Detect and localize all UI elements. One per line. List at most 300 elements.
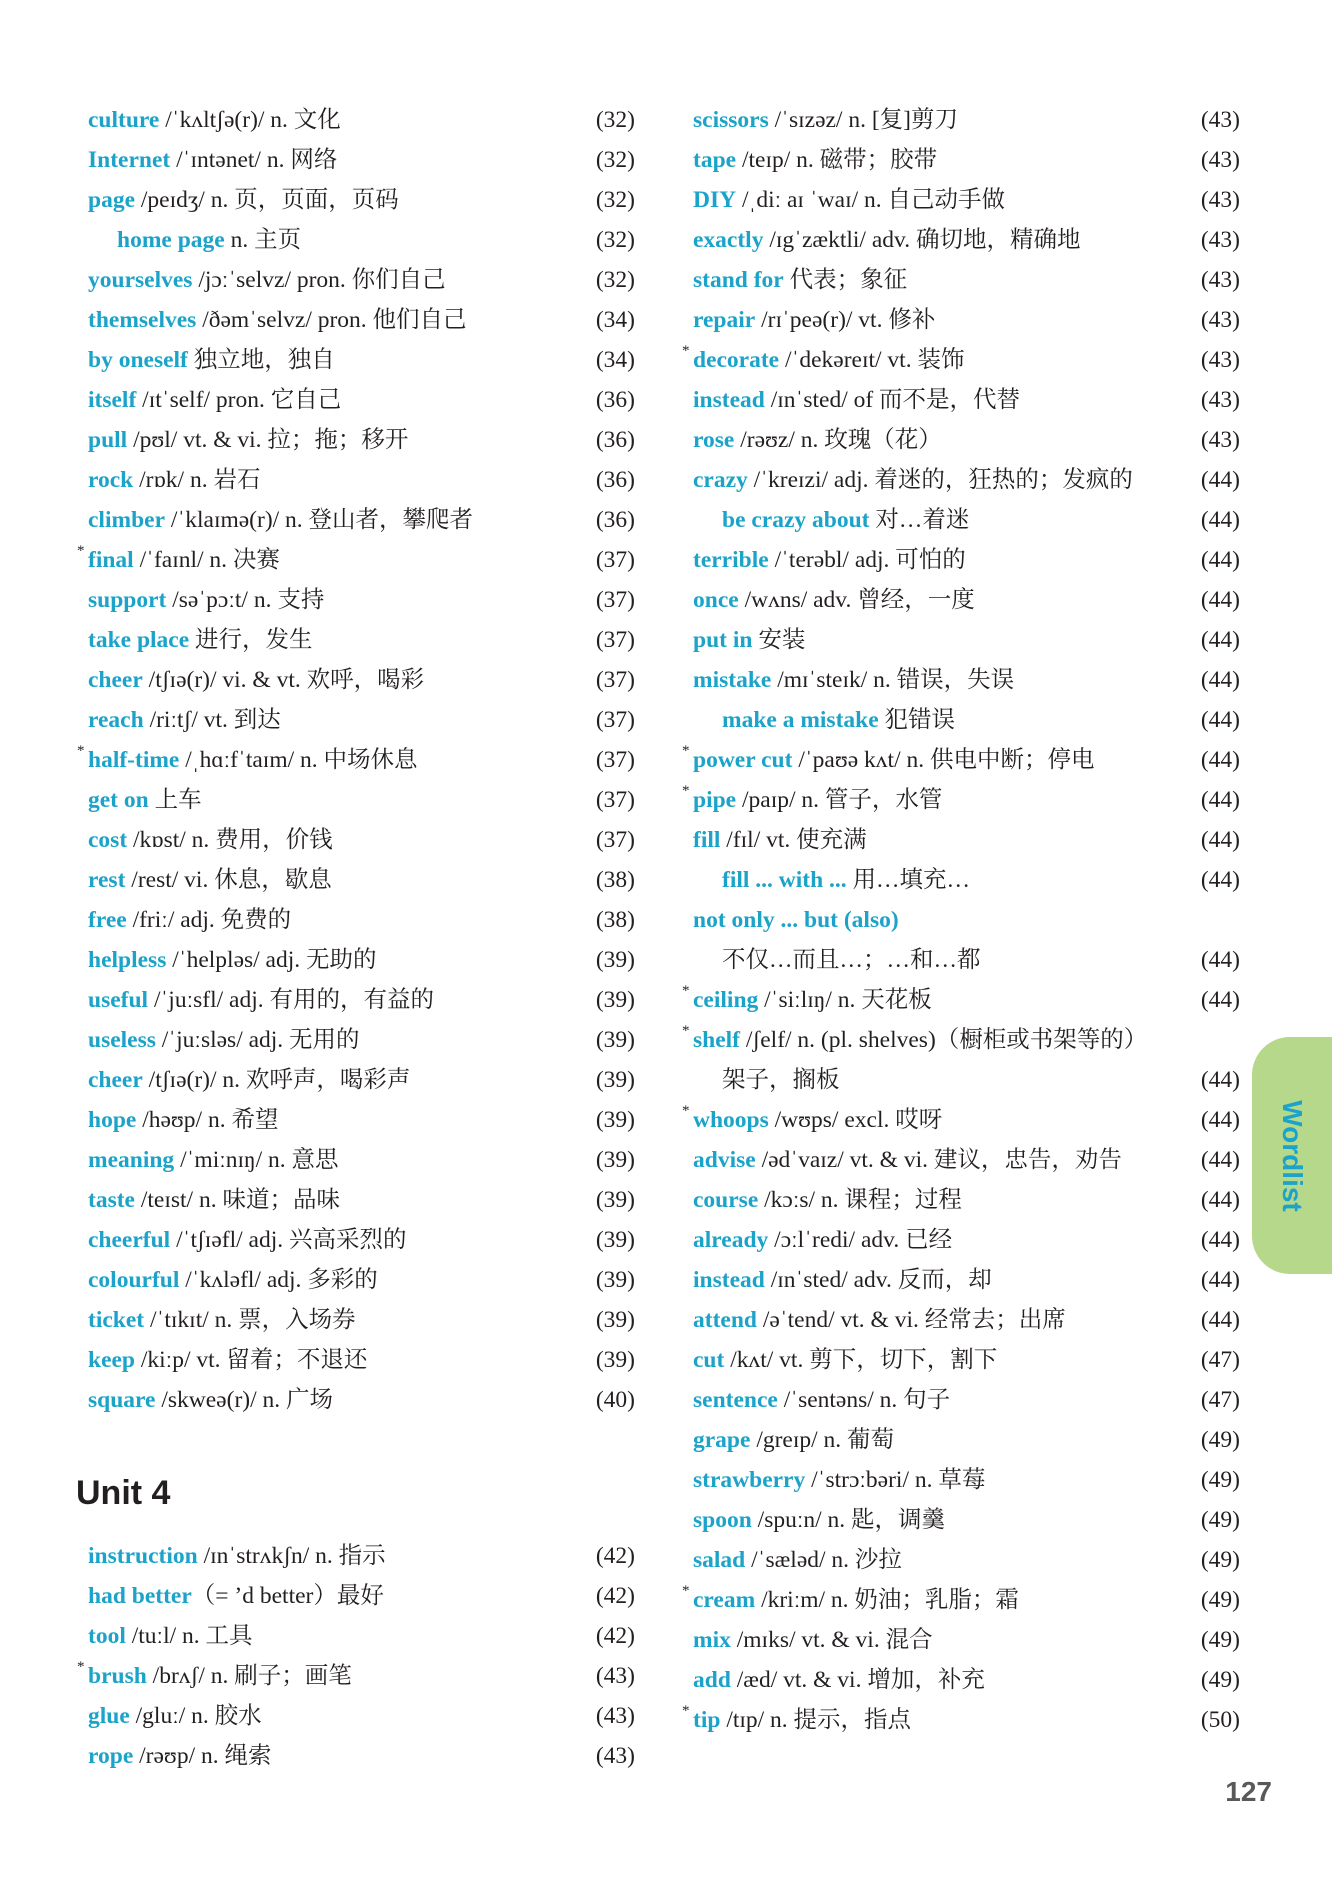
headword: ticket	[88, 1307, 145, 1333]
headword: free	[88, 907, 127, 933]
headword: Internet	[88, 147, 171, 173]
definition: /riːtʃ/ vt. 到达	[143, 707, 281, 733]
page-reference: (49)	[1200, 1667, 1240, 1693]
page-reference: (44)	[1200, 1307, 1240, 1333]
left-column	[76, 100, 635, 1776]
page-reference: (39)	[595, 1267, 635, 1293]
definition: /ɪnˈsted/ adv. 反而，却	[764, 1267, 992, 1293]
page-reference: (43)	[1200, 267, 1240, 293]
page-reference: (47)	[1200, 1347, 1240, 1373]
definition: /skweə(r)/ n. 广场	[155, 1387, 333, 1413]
optional-word-asterisk: *	[682, 1023, 690, 1039]
headword: meaning	[88, 1147, 175, 1173]
definition: /ˈmiːnɪŋ/ n. 意思	[174, 1147, 339, 1173]
headword: get on	[88, 787, 149, 813]
definition: /tʃɪə(r)/ vi. & vt. 欢呼，喝彩	[142, 667, 425, 693]
definition: 上车	[148, 787, 202, 813]
definition: /rɪˈpeə(r)/ vt. 修补	[755, 307, 936, 333]
page-reference: (32)	[595, 187, 635, 213]
page-reference: (49)	[1200, 1467, 1240, 1493]
wordlist-entry	[693, 300, 1240, 340]
page-reference: (39)	[595, 1027, 635, 1053]
wordlist-entry	[693, 1540, 1240, 1580]
definition: /peɪdʒ/ n. 页，页面，页码	[135, 187, 399, 213]
headword: colourful	[88, 1267, 180, 1293]
definition: /ˈɪntənet/ n. 网络	[170, 147, 338, 173]
headword: mistake	[693, 667, 772, 693]
wordlist-entry	[693, 1220, 1240, 1260]
wordlist-entry	[693, 580, 1240, 620]
wordlist-entry	[88, 780, 635, 820]
page-reference: (44)	[1200, 947, 1240, 973]
headword: stand for	[693, 267, 784, 293]
definition: /ˌhɑːfˈtaɪm/ n. 中场休息	[179, 747, 418, 773]
headword: instead	[693, 1267, 765, 1293]
definition: /brʌʃ/ n. 刷子；画笔	[146, 1663, 352, 1689]
wordlist-entry	[77, 1656, 635, 1696]
wordlist-tab-label: Wordlist	[1277, 1099, 1308, 1212]
headword: terrible	[693, 547, 769, 573]
wordlist-entry	[88, 1616, 635, 1656]
wordlist-entry	[693, 940, 1240, 980]
wordlist-entry	[693, 500, 1240, 540]
page-reference: (44)	[1200, 1147, 1240, 1173]
page-reference: (39)	[595, 1307, 635, 1333]
page-reference: (37)	[595, 787, 635, 813]
headword: sentence	[693, 1387, 778, 1413]
wordlist-entry	[693, 660, 1240, 700]
page-reference: (44)	[1200, 667, 1240, 693]
wordlist-entry	[88, 620, 635, 660]
headword: exactly	[693, 227, 764, 253]
headword: ceiling	[693, 987, 759, 1013]
wordlist-entry	[88, 380, 635, 420]
headword: decorate	[693, 347, 780, 373]
headword: mix	[693, 1627, 731, 1653]
wordlist-entry	[88, 1696, 635, 1736]
definition: /ˈsæləd/ n. 沙拉	[745, 1547, 902, 1573]
definition: /rɒk/ n. 岩石	[133, 467, 261, 493]
headword: tip	[693, 1707, 721, 1733]
headword: cheer	[88, 667, 143, 693]
definition: /ˈstrɔːbəri/ n. 草莓	[805, 1467, 986, 1493]
page-reference: (43)	[1200, 307, 1240, 333]
headword: useful	[88, 987, 149, 1013]
definition: /tʃɪə(r)/ n. 欢呼声，喝彩声	[142, 1067, 411, 1093]
optional-word-asterisk: *	[682, 743, 690, 759]
definition: /ˌdiː aɪ ˈwaɪ/ n. 自己动手做	[736, 187, 1006, 213]
wordlist-entry	[88, 1260, 635, 1300]
page-reference: (38)	[595, 867, 635, 893]
definition: /pʊl/ vt. & vi. 拉；拖；移开	[127, 427, 409, 453]
headword: make a mistake	[722, 707, 879, 733]
page-reference: (44)	[1200, 587, 1240, 613]
definition: /həʊp/ n. 希望	[136, 1107, 279, 1133]
wordlist-entry	[88, 1380, 635, 1420]
definition: /æd/ vt. & vi. 增加，补充	[730, 1667, 985, 1693]
definition: /ɪnˈstrʌkʃn/ n. 指示	[197, 1543, 386, 1569]
headword: spoon	[693, 1507, 752, 1533]
optional-word-asterisk: *	[682, 1703, 690, 1719]
wordlist-entry	[77, 540, 635, 580]
definition: /greɪp/ n. 葡萄	[750, 1427, 895, 1453]
headword: attend	[693, 1307, 757, 1333]
page-reference: (32)	[595, 267, 635, 293]
wordlist-entry	[88, 1060, 635, 1100]
page-reference: (43)	[595, 1703, 635, 1729]
headword: salad	[693, 1547, 746, 1573]
wordlist-entry	[693, 1300, 1240, 1340]
page-reference: (37)	[595, 587, 635, 613]
wordlist-entry	[88, 1100, 635, 1140]
headword: course	[693, 1187, 759, 1213]
headword: helpless	[88, 947, 167, 973]
page-number: 127	[1225, 1776, 1272, 1807]
headword: strawberry	[693, 1467, 806, 1493]
headword: climber	[88, 507, 165, 533]
page-reference: (43)	[595, 1743, 635, 1769]
definition: /ˈterəbl/ adj. 可怕的	[768, 547, 966, 573]
definition: n. 主页	[224, 227, 302, 253]
wordlist-entry	[693, 620, 1240, 660]
definition: /ˈtʃɪəfl/ adj. 兴高采烈的	[170, 1227, 407, 1253]
definition: /rəʊz/ n. 玫瑰（花）	[734, 427, 942, 453]
headword: tool	[88, 1623, 126, 1649]
headword: brush	[88, 1663, 147, 1689]
definition: /mɪks/ vt. & vi. 混合	[730, 1627, 933, 1653]
headword: glue	[88, 1703, 130, 1729]
optional-word-asterisk: *	[682, 1103, 690, 1119]
definition: /ˈpaʊə kʌt/ n. 供电中断；停电	[792, 747, 1095, 773]
definition: /ðəmˈselvz/ pron. 他们自己	[196, 307, 467, 333]
page-reference: (44)	[1200, 987, 1240, 1013]
definition: /ɪtˈself/ pron. 它自己	[136, 387, 342, 413]
definition: 用…填充…	[846, 867, 971, 893]
optional-word-asterisk: *	[77, 543, 85, 559]
headword: scissors	[693, 107, 769, 133]
wordlist-entry	[693, 180, 1240, 220]
page-reference: (49)	[1200, 1547, 1240, 1573]
wordlist-entry	[88, 260, 635, 300]
headword: yourselves	[88, 267, 193, 293]
page-reference: (37)	[595, 667, 635, 693]
headword: cut	[693, 1347, 725, 1373]
wordlist-entry	[693, 700, 1240, 740]
wordlist-entry	[88, 900, 635, 940]
definition: /ˈfaɪnl/ n. 决赛	[133, 547, 280, 573]
headword: rope	[88, 1743, 134, 1769]
page-reference: (39)	[595, 1147, 635, 1173]
headword: cheerful	[88, 1227, 171, 1253]
wordlist-entry	[693, 1180, 1240, 1220]
headword: home page	[117, 227, 225, 253]
definition: /ɔːlˈredi/ adv. 已经	[768, 1227, 953, 1253]
definition: 犯错误	[878, 707, 956, 733]
headword: culture	[88, 107, 160, 133]
page-reference: (44)	[1200, 467, 1240, 493]
headword: advise	[693, 1147, 756, 1173]
headword: once	[693, 587, 739, 613]
definition: 安装	[752, 627, 806, 653]
page-reference: (42)	[595, 1623, 635, 1649]
wordlist-entry	[693, 1260, 1240, 1300]
headword: half-time	[88, 747, 180, 773]
headword: repair	[693, 307, 756, 333]
definition: /rest/ vi. 休息，歇息	[125, 867, 332, 893]
unit-title: Unit 4	[76, 1474, 171, 1512]
page-reference: (39)	[595, 1227, 635, 1253]
headword: fill	[693, 827, 721, 853]
wordlist-entry	[88, 1140, 635, 1180]
wordlist-entry	[693, 1340, 1240, 1380]
wordlist-entry	[693, 220, 1240, 260]
definition: /ɪnˈsted/ of 而不是，代替	[764, 387, 1021, 413]
page-reference: (37)	[595, 747, 635, 773]
page-reference: (39)	[595, 987, 635, 1013]
wordlist-entry	[693, 140, 1240, 180]
definition: 架子，搁板	[722, 1067, 840, 1093]
definition: /paɪp/ n. 管子，水管	[736, 787, 943, 813]
page-reference: (39)	[595, 947, 635, 973]
headword: pull	[88, 427, 128, 453]
page-reference: (44)	[1200, 1267, 1240, 1293]
wordlist-entry	[693, 1140, 1240, 1180]
headword: tape	[693, 147, 737, 173]
page-reference: (36)	[595, 427, 635, 453]
optional-word-asterisk: *	[77, 743, 85, 759]
page-reference: (43)	[1200, 107, 1240, 133]
headword: by oneself	[88, 347, 188, 373]
wordlist-entry	[88, 860, 635, 900]
wordlist-entry	[693, 1620, 1240, 1660]
headword: useless	[88, 1027, 156, 1053]
page-reference: (43)	[1200, 427, 1240, 453]
headword: take place	[88, 627, 190, 653]
definition: /tɪp/ n. 提示，指点	[720, 1707, 912, 1733]
page-reference: (43)	[595, 1663, 635, 1689]
definition: /kʌt/ vt. 剪下，切下，割下	[724, 1347, 998, 1373]
page-reference: (37)	[595, 827, 635, 853]
definition: /gluː/ n. 胶水	[129, 1703, 262, 1729]
wordlist-entry	[693, 1420, 1240, 1460]
wordlist-entry	[88, 1736, 635, 1776]
definition: /kɔːs/ n. 课程；过程	[758, 1187, 962, 1213]
wordlist-entry	[693, 1660, 1240, 1700]
wordlist-entry	[682, 340, 1240, 380]
wordlist-entry	[88, 980, 635, 1020]
headword: cost	[88, 827, 128, 853]
definition: /ˈsiːlɪŋ/ n. 天花板	[758, 987, 932, 1013]
page-reference: (32)	[595, 147, 635, 173]
definition: /səˈpɔːt/ n. 支持	[166, 587, 325, 613]
page-reference: (37)	[595, 547, 635, 573]
headword: hope	[88, 1107, 137, 1133]
wordlist-entry	[693, 540, 1240, 580]
wordlist-entry	[693, 900, 1240, 940]
wordlist-entry	[88, 420, 635, 460]
page-reference: (44)	[1200, 1067, 1240, 1093]
page-reference: (44)	[1200, 867, 1240, 893]
definition: /fɪl/ vt. 使充满	[720, 827, 867, 853]
entry-list-units-3	[77, 100, 635, 1420]
wordlist-tab[interactable]	[1252, 1037, 1332, 1274]
definition: 进行，发生	[189, 627, 313, 653]
headword: had better	[88, 1583, 192, 1609]
definition: /ˈtɪkɪt/ n. 票，入场券	[144, 1307, 356, 1333]
page-reference: (49)	[1200, 1507, 1240, 1533]
headword: themselves	[88, 307, 197, 333]
page-reference: (49)	[1200, 1427, 1240, 1453]
headword: fill ... with ...	[722, 867, 847, 893]
wordlist-entry	[682, 1020, 1240, 1060]
headword: page	[88, 187, 135, 213]
wordlist-entry	[682, 980, 1240, 1020]
page-reference: (39)	[595, 1347, 635, 1373]
page-reference: (44)	[1200, 547, 1240, 573]
definition: 不仅…而且…；…和…都	[722, 947, 981, 973]
page-reference: (32)	[595, 107, 635, 133]
page-reference: (38)	[595, 907, 635, 933]
wordlist-entry	[88, 1020, 635, 1060]
definition: /wʊps/ excl. 哎呀	[768, 1107, 943, 1133]
wordlist-entry	[693, 1380, 1240, 1420]
definition: /ˈjuːsfl/ adj. 有用的，有益的	[148, 987, 434, 1013]
wordlist-entry	[88, 1300, 635, 1340]
definition: 对…着迷	[869, 507, 970, 533]
headword: be crazy about	[722, 507, 870, 533]
definition: /rəʊp/ n. 绳索	[133, 1743, 272, 1769]
page-reference: (37)	[595, 627, 635, 653]
definition: /ʃelf/ n. (pl. shelves)（橱柜或书架等的）	[740, 1027, 1148, 1053]
optional-word-asterisk: *	[682, 1583, 690, 1599]
definition: /kiːp/ vt. 留着；不退还	[135, 1347, 368, 1373]
page-reference: (36)	[595, 387, 635, 413]
definition: /ˈkʌltʃə(r)/ n. 文化	[159, 107, 341, 133]
wordlist-entry	[693, 1060, 1240, 1100]
page-reference: (39)	[595, 1107, 635, 1133]
page-reference: (42)	[595, 1543, 635, 1569]
page-reference: (44)	[1200, 747, 1240, 773]
definition: /ˈklaɪmə(r)/ n. 登山者，攀爬者	[165, 507, 474, 533]
page-reference: (44)	[1200, 707, 1240, 733]
page-reference: (44)	[1200, 627, 1240, 653]
optional-word-asterisk: *	[682, 983, 690, 999]
page-reference: (50)	[1200, 1707, 1240, 1733]
headword: cream	[693, 1587, 756, 1613]
wordlist-entry	[693, 820, 1240, 860]
headword: grape	[693, 1427, 751, 1453]
wordlist-entry	[88, 820, 635, 860]
wordlist-entry	[88, 460, 635, 500]
definition: /ədˈvaɪz/ vt. & vi. 建议，忠告，劝告	[755, 1147, 1122, 1173]
definition: /teɪp/ n. 磁带；胶带	[736, 147, 938, 173]
headword: square	[88, 1387, 156, 1413]
wordlist-entry	[693, 860, 1240, 900]
optional-word-asterisk: *	[682, 783, 690, 799]
definition: /tuːl/ n. 工具	[125, 1623, 253, 1649]
definition: 代表；象征	[783, 267, 908, 293]
headword: put in	[693, 627, 753, 653]
headword: reach	[88, 707, 144, 733]
page-reference: (44)	[1200, 787, 1240, 813]
optional-word-asterisk: *	[682, 343, 690, 359]
headword: rock	[88, 467, 134, 493]
page-reference: (37)	[595, 707, 635, 733]
definition: /mɪˈsteɪk/ n. 错误，失误	[771, 667, 1015, 693]
page-reference: (44)	[1200, 1107, 1240, 1133]
definition: /ˈjuːsləs/ adj. 无用的	[155, 1027, 360, 1053]
definition: /ˈdekəreɪt/ vt. 装饰	[779, 347, 965, 373]
wordlist-entry	[88, 1340, 635, 1380]
page-reference: (43)	[1200, 347, 1240, 373]
wordlist-entry	[88, 220, 635, 260]
wordlist-entry	[88, 340, 635, 380]
wordlist-entry	[682, 780, 1240, 820]
page-reference: (39)	[595, 1187, 635, 1213]
definition: /spuːn/ n. 匙，调羹	[751, 1507, 946, 1533]
headword: rose	[693, 427, 735, 453]
wordlist-entry	[88, 660, 635, 700]
page-reference: (44)	[1200, 507, 1240, 533]
wordlist-entry	[88, 180, 635, 220]
wordlist-entry	[693, 1500, 1240, 1540]
wordlist-entry	[88, 1536, 635, 1576]
definition: /wʌns/ adv. 曾经，一度	[738, 587, 975, 613]
wordlist-entry	[88, 1220, 635, 1260]
optional-word-asterisk: *	[77, 1659, 85, 1675]
definition: /ˈkreɪzi/ adj. 着迷的，狂热的；发疯的	[747, 467, 1133, 493]
headword: instruction	[88, 1543, 198, 1569]
definition: /friː/ adj. 免费的	[126, 907, 292, 933]
wordlist-entry	[88, 700, 635, 740]
wordlist-entry	[693, 100, 1240, 140]
headword: not only ... but (also)	[693, 907, 899, 933]
headword: final	[88, 547, 134, 573]
wordlist-entry	[88, 580, 635, 620]
right-column	[682, 100, 1240, 1740]
definition: /ˈkʌləfl/ adj. 多彩的	[179, 1267, 378, 1293]
headword: keep	[88, 1347, 135, 1373]
headword: DIY	[693, 187, 737, 213]
entry-list-unit-4-continued	[682, 100, 1240, 1740]
wordlist-entry	[693, 460, 1240, 500]
entry-list-unit-4	[77, 1536, 635, 1776]
definition: /ˈsentəns/ n. 句子	[777, 1387, 951, 1413]
wordlist-entry	[693, 1460, 1240, 1500]
page-reference: (44)	[1200, 1187, 1240, 1213]
definition: /ˈsɪzəz/ n. [复]剪刀	[768, 107, 958, 133]
definition: /jɔːˈselvz/ pron. 你们自己	[192, 267, 446, 293]
wordlist-entry	[693, 260, 1240, 300]
headword: crazy	[693, 467, 748, 493]
headword: power cut	[693, 747, 793, 773]
page-reference: (44)	[1200, 827, 1240, 853]
headword: instead	[693, 387, 765, 413]
page-reference: (36)	[595, 467, 635, 493]
definition: （= ’d better）最好	[191, 1583, 384, 1609]
headword: cheer	[88, 1067, 143, 1093]
page-reference: (36)	[595, 507, 635, 533]
page-reference: (49)	[1200, 1587, 1240, 1613]
definition: /teɪst/ n. 味道；品味	[134, 1187, 340, 1213]
page-reference: (43)	[1200, 387, 1240, 413]
wordlist-entry	[682, 1700, 1240, 1740]
page-reference: (43)	[1200, 227, 1240, 253]
definition: /kriːm/ n. 奶油；乳脂；霜	[755, 1587, 1019, 1613]
definition: /əˈtend/ vt. & vi. 经常去；出席	[756, 1307, 1066, 1333]
headword: shelf	[693, 1027, 740, 1053]
headword: support	[88, 587, 167, 613]
